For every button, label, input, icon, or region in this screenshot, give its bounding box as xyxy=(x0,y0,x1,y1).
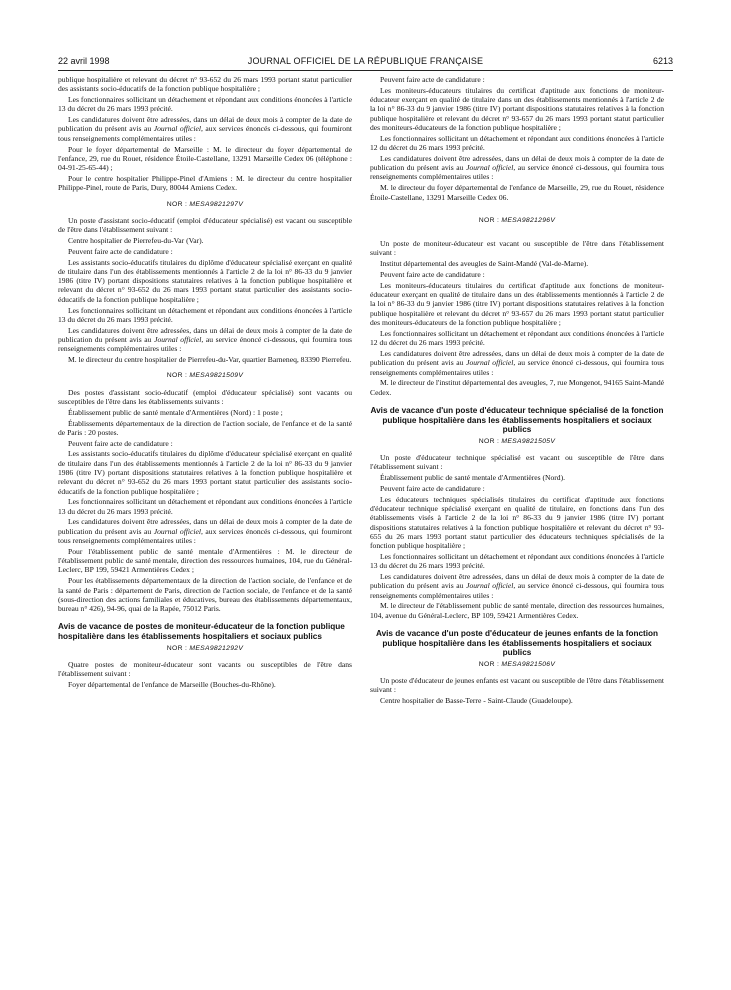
right-column xyxy=(370,75,664,985)
paragraph: Les candidatures doivent être adressées, dans un délai de deux mois à compter de la date de publication du présent avis au Journal officiel, au service énoncé ci-dessous, qui fournira tous renseignements complémentaires utiles : xyxy=(370,153,664,182)
paragraph: Un poste d'éducateur de jeunes enfants est vacant ou susceptible de l'être dans l'établissement suivant : xyxy=(370,676,664,695)
paragraph: Les assistants socio-éducatifs titulaires du diplôme d'éducateur spécialisé exerçant en qualité de titulaire dans l'un des établissements mentionnés à l'article 2 de la loi n° 86-33 du 9 janvier 1986 (titre IV) portant dispositions statutaires relatives à la fonction publique hospitalière et relevant du décret n° 93-652 du 26 mars 1993 portant statut particulier des assistants socio-éducatifs de la fonction publique hospitalière ; xyxy=(58,257,352,304)
section-heading: Avis de vacance d'un poste d'éducateur de jeunes enfants de la fonction publique hospitalière dans les établissements hospitaliers et sociaux publics xyxy=(375,629,659,658)
paragraph: Peuvent faire acte de candidature : xyxy=(380,483,485,493)
paragraph: Foyer départemental de l'enfance de Marseille (Bouches-du-Rhône). xyxy=(68,680,276,690)
paragraph: Les fonctionnaires sollicitant un détachement et répondant aux conditions énoncées à l'article 13 du décret du 26 mars 1993 précité. xyxy=(370,551,664,571)
paragraph: Des postes d'assistant socio-éducatif (emploi d'éducateur spécialisé) sont vacants ou susceptibles de l'être dans les établissements suivants : xyxy=(58,387,352,406)
paragraph: Les fonctionnaires sollicitant un détachement et répondant aux conditions énoncées à l'article 13 du décret du 26 mars 1993 précité. xyxy=(58,95,352,114)
paragraph: Un poste d'éducateur technique spécialisé est vacant ou susceptible de l'être dans l'établissement suivant : xyxy=(370,452,664,472)
issue-date: 22 avril 1998 xyxy=(58,56,110,66)
paragraph: Pour l'établissement public de santé mentale d'Armentières : M. le directeur de l'établissement public de santé mentale, direction des ressources humaines, 104, rue du Général-Leclerc, BP 199, 59421 Armentières Cedex ; xyxy=(58,546,352,575)
paragraph: Centre hospitalier de Pierrefeu-du-Var (Var). xyxy=(68,235,204,245)
journal-officiel-ref: Journal officiel xyxy=(466,581,514,591)
paragraph: Quatre postes de moniteur-éducateur sont vacants ou susceptibles de l'être dans l'établissement suivant : xyxy=(58,659,352,679)
page-number: 6213 xyxy=(652,56,673,66)
nor-reference: NOR : MESA9821506V xyxy=(478,660,556,668)
paragraph: Peuvent faire acte de candidature : xyxy=(68,246,173,256)
paragraph: Établissement public de santé mentale d'Armentières (Nord). xyxy=(380,473,566,483)
paragraph: Les moniteurs-éducateurs titulaires du certificat d'aptitude aux fonctions de moniteur-éducateur exerçant en qualité de titulaire dans un des établissements mentionnés à l'article 2 de la loi n° 86-33 du 9 janvier 1986 (titre IV) portant dispositions statutaires relatives à la fonction publique hospitalière et relevant du décret n° 93-657 du 26 mars 1993 portant statut particulier des moniteurs-éducateurs de la fonction publique hospitalière ; xyxy=(370,280,664,328)
paragraph: Institut départemental des aveugles de Saint-Mandé (Val-de-Marne). xyxy=(380,259,589,269)
nor-reference: NOR : MESA9821297V xyxy=(166,200,244,208)
journal-officiel-ref: Journal officiel xyxy=(153,124,201,134)
paragraph: Les candidatures doivent être adressées, dans un délai de deux mois à compter de la date de publication du présent avis au Journal officiel, au service énoncé ci-dessous, qui fournira tous renseignements complémentaires utiles : xyxy=(58,325,352,354)
paragraph: M. le directeur du foyer départemental de l'enfance de Marseille, 29, rue du Rouet, résidence Étoile-Castellane, 13291 Marseille Cedex 06. xyxy=(370,183,664,202)
paragraph: Pour le foyer départemental de Marseille : M. le directeur du foyer départemental de l'enfance, 29, rue du Rouet, résidence Étoile-Castellane, 13291 Marseille Cedex 06 (téléphone : 04-91-25-65-44) ; xyxy=(58,144,352,173)
paragraph: Établissement public de santé mentale d'Armentières (Nord) : 1 poste ; xyxy=(68,407,283,417)
paragraph: M. le directeur de l'établissement public de santé mentale, direction des ressources humaines, 104, avenue du Général-Leclerc, BP 109, 59421 Armentières Cedex. xyxy=(370,601,664,620)
paragraph: Un poste de moniteur-éducateur est vacant ou susceptible de l'être dans l'établissement suivant : xyxy=(370,239,664,258)
paragraph: Les éducateurs techniques spécialisés titulaires du certificat d'aptitude aux fonctions d'éducateur technique spécialisé exerçant en qualité de titulaire, en fonctions dans l'un des établissements visés à l'article 2 de la loi n° 86-33 du 9 janvier 1986 (titre IV) portant dispositions statutaires relatives à la fonction publique hospitalière et relevant du décret n° 93-655 du 26 mars 1993 portant statut particulier des éducateurs techniques spécialisés de la fonction publique hospitalière ; xyxy=(370,494,664,551)
nor-reference: NOR : MESA9821292V xyxy=(166,644,244,652)
paragraph: Établissements départementaux de la direction de l'action sociale, de l'enfance et de la santé de Paris : 20 postes. xyxy=(58,418,352,437)
paragraph: M. le directeur du centre hospitalier de Pierrefeu-du-Var, quartier Barneneq, 83390 Pierrefeu. xyxy=(68,355,352,365)
nor-reference: NOR : MESA9821296V xyxy=(478,216,556,224)
paragraph: Pour les établissements départementaux de la direction de l'action sociale, de l'enfance et de la santé de Paris : département de Paris, direction de l'action sociale, de l'enfance et de la santé (sous-direction des actions familiales et éducatives, bureau des établissements départementaux, bureau n° 426), 94-96, quai de la Rapée, 75012 Paris. xyxy=(58,576,352,614)
journal-officiel-ref: Journal officiel xyxy=(153,526,201,536)
paragraph: Les moniteurs-éducateurs titulaires du certificat d'aptitude aux fonctions de moniteur-éducateur exerçant en qualité de titulaire dans un des établissements mentionnés à l'article 2 de la loi n° 86-33 du 9 janvier 1986 (titre IV) portant dispositions statutaires relatives à la fonction publique hospitalière et relevant du décret n° 93-657 du 26 mars 1993 portant statut particulier des moniteurs-éducateurs de la fonction publique hospitalière ; xyxy=(370,85,664,132)
journal-title: JOURNAL OFFICIEL DE LA RÉPUBLIQUE FRANÇAISE xyxy=(247,56,484,66)
nor-reference: NOR : MESA9821509V xyxy=(166,372,244,380)
paragraph: Un poste d'assistant socio-éducatif (emploi d'éducateur spécialisé) est vacant ou susceptible de l'être dans l'établissement suivant : xyxy=(58,215,352,235)
paragraph: Les candidatures doivent être adressées, dans un délai de deux mois à compter de la date de publication du présent avis au Journal officiel, aux services énoncés ci-dessous, qui fourniront tous renseignements complémentaires utiles : xyxy=(58,517,352,546)
paragraph: publique hospitalière et relevant du décret n° 93-652 du 26 mars 1993 portant statut particulier des assistants socio-éducatifs de la fonction publique hospitalière ; xyxy=(58,75,352,94)
header-rule xyxy=(58,70,673,71)
journal-officiel-ref: Journal officiel xyxy=(466,163,514,173)
section-heading: Avis de vacance d'un poste d'éducateur technique spécialisé de la fonction publique hospitalière dans les établissements hospitaliers et sociaux publics xyxy=(370,405,664,435)
paragraph: Les fonctionnaires sollicitant un détachement et répondant aux conditions énoncées à l'article 13 du décret du 26 mars 1993 précité. xyxy=(58,497,352,516)
paragraph: Peuvent faire acte de candidature : xyxy=(380,270,485,280)
page-header xyxy=(58,56,673,70)
journal-officiel-ref: Journal officiel xyxy=(466,358,514,368)
nor-reference: NOR : MESA9821505V xyxy=(478,437,556,445)
paragraph: Centre hospitalier de Basse-Terre - Saint-Claude (Guadeloupe). xyxy=(380,696,573,706)
paragraph: Les fonctionnaires sollicitant un détachement et répondant aux conditions énoncées à l'article 13 du décret du 26 mars 1993 précité. xyxy=(58,305,352,324)
paragraph: Peuvent faire acte de candidature : xyxy=(68,438,173,448)
paragraph: Les fonctionnaires sollicitant un détachement et répondant aux conditions énoncées à l'article 12 du décret du 26 mars 1993 précité. xyxy=(370,133,664,153)
paragraph: Pour le centre hospitalier Philippe-Pinel d'Amiens : M. le directeur du centre hospitalier Philippe-Pinel, route de Paris, Dury, 80044 Amiens Cedex. xyxy=(58,173,352,193)
paragraph: Les candidatures doivent être adressées, dans un délai de deux mois à compter de la date de publication du présent avis au Journal officiel, aux services énoncés ci-dessous, qui fourniront tous renseignements complémentaires utiles : xyxy=(58,115,352,143)
section-heading: Avis de vacance de postes de moniteur-éducateur de la fonction publique hospitalière dans les établissements hospitaliers et sociaux publics xyxy=(58,622,345,642)
left-column xyxy=(58,75,352,985)
paragraph: Les candidatures doivent être adressées, dans un délai de deux mois à compter de la date de publication du présent avis au Journal officiel, au service énoncé ci-dessous, qui fournira tous renseignements complémentaires utiles : xyxy=(370,572,664,600)
paragraph: Les fonctionnaires sollicitant un détachement et répondant aux conditions énoncées à l'article 12 du décret du 26 mars 1993 précité. xyxy=(370,328,664,348)
paragraph: M. le directeur de l'institut départemental des aveugles, 7, rue Mongenot, 94165 Saint-Mandé Cedex. xyxy=(370,378,664,397)
paragraph: Les assistants socio-éducatifs titulaires du diplôme d'éducateur spécialisé exerçant en qualité de titulaire dans l'un des établissements mentionnés à l'article 2 de la loi n° 86-33 du 9 janvier 1986 (titre IV) portant dispositions statutaires relatives à la fonction publique hospitalière et relevant du décret n° 93-652 du 26 mars 1993 portant statut particulier des assistants socio-éducatifs de la fonction publique hospitalière ; xyxy=(58,449,352,496)
paragraph: Les candidatures doivent être adressées, dans un délai de deux mois à compter de la date de publication du présent avis au Journal officiel, au service énoncé ci-dessous, qui fournira tous renseignements complémentaires utiles : xyxy=(370,348,664,377)
journal-officiel-ref: Journal officiel xyxy=(154,334,202,344)
paragraph: Peuvent faire acte de candidature : xyxy=(380,75,485,84)
